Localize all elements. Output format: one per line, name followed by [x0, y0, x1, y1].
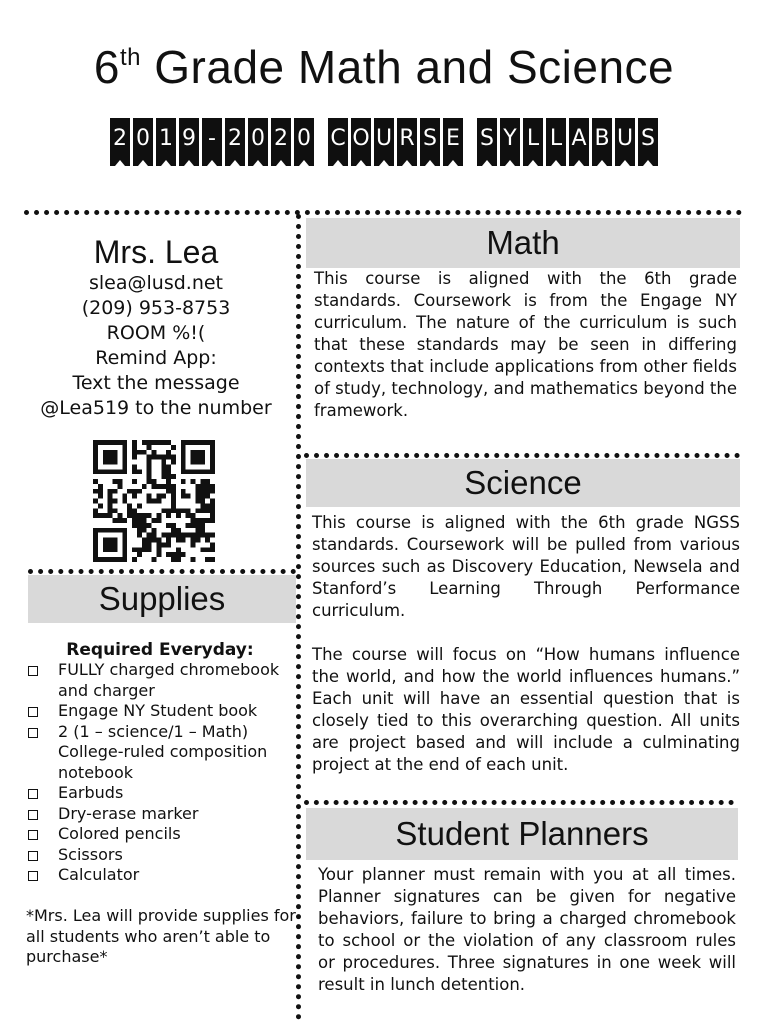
remind-app-label: Remind App: — [95, 347, 217, 369]
qr-code — [93, 440, 215, 562]
teacher-name: Mrs. Lea — [93, 234, 219, 270]
banner-tile: R — [397, 118, 417, 166]
banner-tile: B — [592, 118, 612, 166]
supply-item: Calculator — [28, 865, 296, 886]
banner-tile: S — [420, 118, 440, 166]
banner-tile: U — [374, 118, 394, 166]
banner-tile: 0 — [133, 118, 153, 166]
science-body — [312, 512, 740, 776]
planners-body: Your planner must remain with you at all times. Planner signatures can be given for negative behaviors, failure to bring a charged chromebook to school or the violation of any classroom rules or procedures. Three signatures in one week will result in lunch detention. — [318, 865, 736, 994]
supplies-heading: Supplies — [28, 575, 296, 623]
banner-tile: 1 — [156, 118, 176, 166]
science-paragraph-2: The course will focus on “How humans influence the world, and how the world influences humans.” Each unit will have an essential question that is closely tied to this overarching question. All units are project based and will include a culminating project at the end of each unit. — [312, 645, 740, 774]
supply-item: Dry-erase marker — [28, 804, 296, 825]
supplies-divider — [28, 569, 296, 574]
science-divider — [304, 453, 740, 458]
remind-code: @Lea519 to the number — [40, 397, 272, 419]
top-divider — [24, 210, 742, 215]
remind-instruction: Text the message — [72, 372, 240, 394]
syllabus-banner — [0, 118, 768, 166]
banner-tile: 0 — [294, 118, 314, 166]
banner-tile: S — [638, 118, 658, 166]
required-everyday-label: Required Everyday: — [66, 640, 254, 660]
planners-heading: Student Planners — [306, 808, 738, 860]
teacher-email: slea@lusd.net — [88, 272, 223, 294]
supply-item: FULLY charged chromebook and charger — [28, 660, 296, 701]
banner-tile: C — [328, 118, 348, 166]
banner-group — [110, 118, 314, 166]
banner-group — [477, 118, 658, 166]
supplies-list — [28, 660, 296, 886]
banner-tile: - — [202, 118, 222, 166]
supply-item: Engage NY Student book — [28, 701, 296, 722]
science-heading: Science — [306, 459, 740, 507]
banner-tile: 2 — [271, 118, 291, 166]
math-body: This course is aligned with the 6th grade standards. Coursework is from the Engage NY curriculum. The nature of the curriculum is such that these standards may be seen in differing contexts that include applications from other fields of study, technology, and mathematics beyond the framework. — [314, 269, 737, 420]
banner-group — [328, 118, 463, 166]
teacher-phone: (209) 953-8753 — [81, 297, 231, 319]
banner-tile: Y — [500, 118, 520, 166]
banner-tile: 2 — [110, 118, 130, 166]
banner-tile: E — [443, 118, 463, 166]
banner-tile: O — [351, 118, 371, 166]
supply-item: Scissors — [28, 845, 296, 866]
banner-tile: 9 — [179, 118, 199, 166]
supply-item: Colored pencils — [28, 824, 296, 845]
banner-tile: 0 — [248, 118, 268, 166]
banner-tile: L — [523, 118, 543, 166]
banner-tile: 2 — [225, 118, 245, 166]
banner-tile: S — [477, 118, 497, 166]
banner-tile: A — [569, 118, 589, 166]
page-title: 6th Grade Math and Science — [93, 41, 675, 93]
banner-tile: L — [546, 118, 566, 166]
supplies-note: *Mrs. Lea will provide supplies for all students who aren’t able to purchase* — [26, 906, 296, 966]
supply-item: 2 (1 – science/1 – Math) College-ruled composition notebook — [28, 722, 296, 784]
column-divider — [296, 214, 301, 1020]
supply-item: Earbuds — [28, 783, 296, 804]
math-heading: Math — [306, 218, 740, 268]
science-paragraph-1: This course is aligned with the 6th grade NGSS standards. Coursework will be pulled from various sources such as Discovery Education, Newsela and Stanford’s Learning Through Performance curriculum. — [312, 513, 740, 620]
room-number: ROOM %!( — [106, 322, 206, 344]
teacher-contact — [20, 233, 292, 421]
banner-tile: U — [615, 118, 635, 166]
planners-divider — [304, 800, 734, 805]
